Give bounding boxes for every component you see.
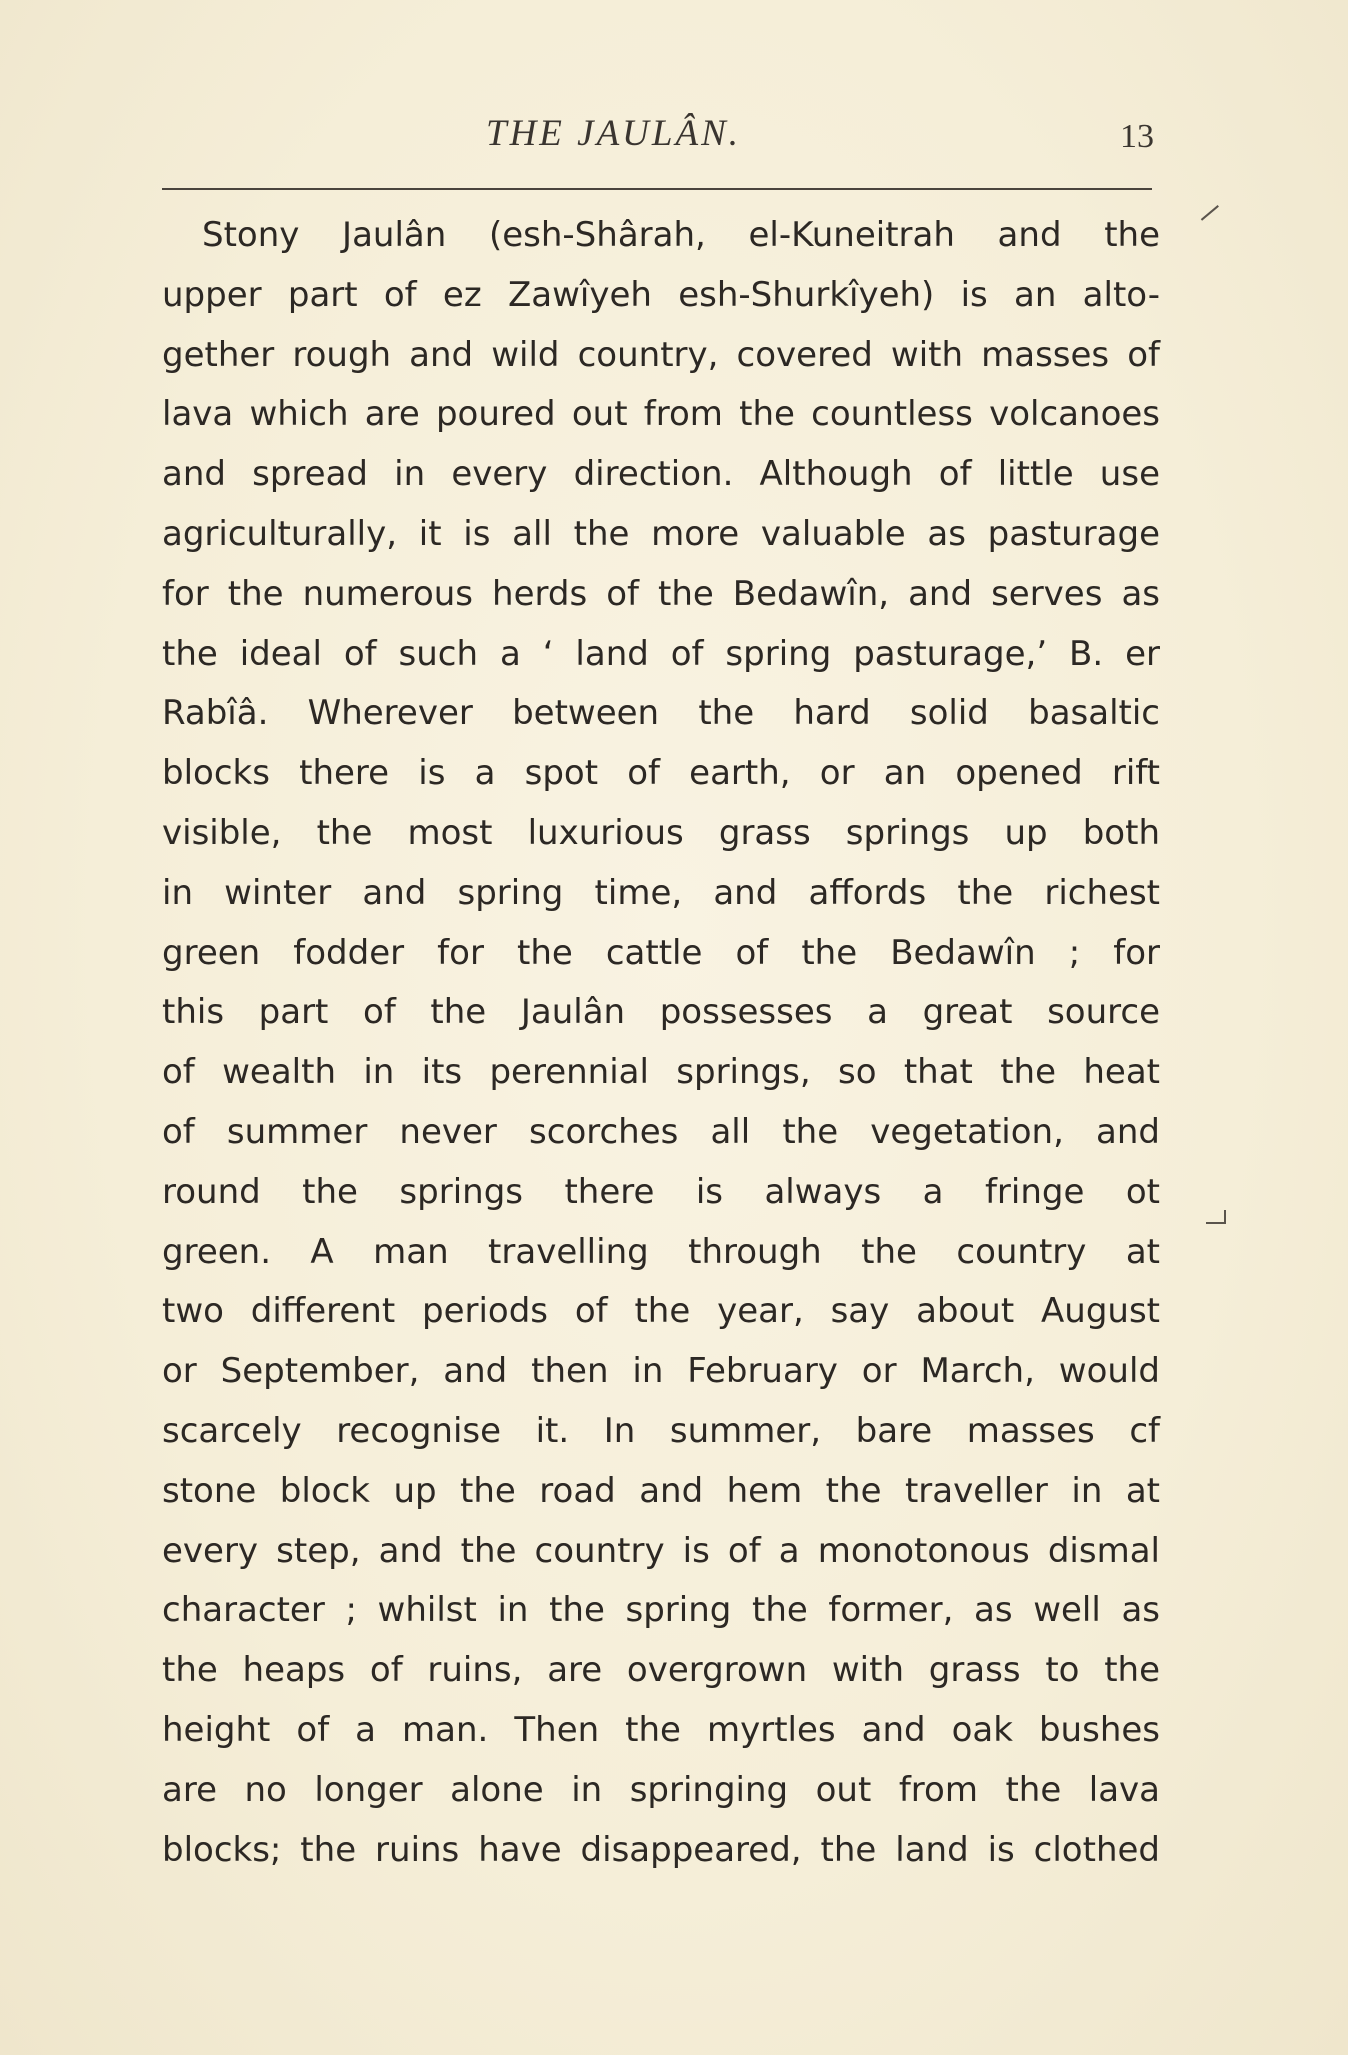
text-line: the ideal of such a ‘ land of spring pasturage,’ B. er [162,633,1160,674]
running-head [0,112,1348,162]
text-line: lava which are poured out from the countless volcanoes [162,394,1160,435]
text-line: blocks; the ruins have disappeared, the land is clothed [162,1829,1160,1870]
text-line: upper part of ez Zawîyeh esh-Shurkîyeh) is an alto- [162,274,1160,315]
text-line: character ; whilst in the spring the former, as well as [162,1590,1160,1631]
text-line: round the springs there is always a fringe ot [162,1171,1160,1212]
text-line: and spread in every direction. Although of little use [162,454,1160,495]
text-line: stone block up the road and hem the traveller in at [162,1470,1160,1511]
text-line: scarcely recognise it. In summer, bare masses cf [162,1410,1160,1451]
text-line: the heaps of ruins, are overgrown with grass to the [162,1650,1160,1691]
text-line: green. A man travelling through the country at [162,1231,1160,1272]
body-paragraph [162,206,1162,1880]
running-title: THE JAULÂN. [486,113,741,154]
text-line: agriculturally, it is all the more valuable as pasturage [162,513,1160,554]
text-line: or September, and then in February or March, would [162,1351,1160,1392]
text-line: of wealth in its perennial springs, so that the heat [162,1052,1160,1093]
text-line: two different periods of the year, say about August [162,1291,1160,1332]
text-line: Stony Jaulân (esh-Shârah, el-Kuneitrah and the [202,215,1160,255]
text-line: this part of the Jaulân possesses a great source [162,992,1160,1033]
text-line: green fodder for the cattle of the Bedawîn ; for [162,932,1160,973]
text-line: of summer never scorches all the vegetation, and [162,1111,1160,1152]
text-line: height of a man. Then the myrtles and oak bushes [162,1709,1160,1750]
text-line: are no longer alone in springing out from the lava [162,1769,1160,1810]
printer-corner-mark-bottom [1206,1210,1226,1224]
text-line: Rabîâ. Wherever between the hard solid basaltic [162,693,1160,734]
text-line: every step, and the country is of a monotonous dismal [162,1530,1160,1571]
printer-corner-mark-top [1201,205,1229,233]
text-line: visible, the most luxurious grass springs up both [162,812,1160,853]
text-line: for the numerous herds of the Bedawîn, and serves as [162,573,1160,614]
text-line: blocks there is a spot of earth, or an opened rift [162,753,1160,794]
header-rule [162,188,1152,190]
text-line: in winter and spring time, and affords the richest [162,872,1160,913]
page-number: 13 [1120,118,1154,155]
text-line: gether rough and wild country, covered with masses of [162,334,1160,375]
